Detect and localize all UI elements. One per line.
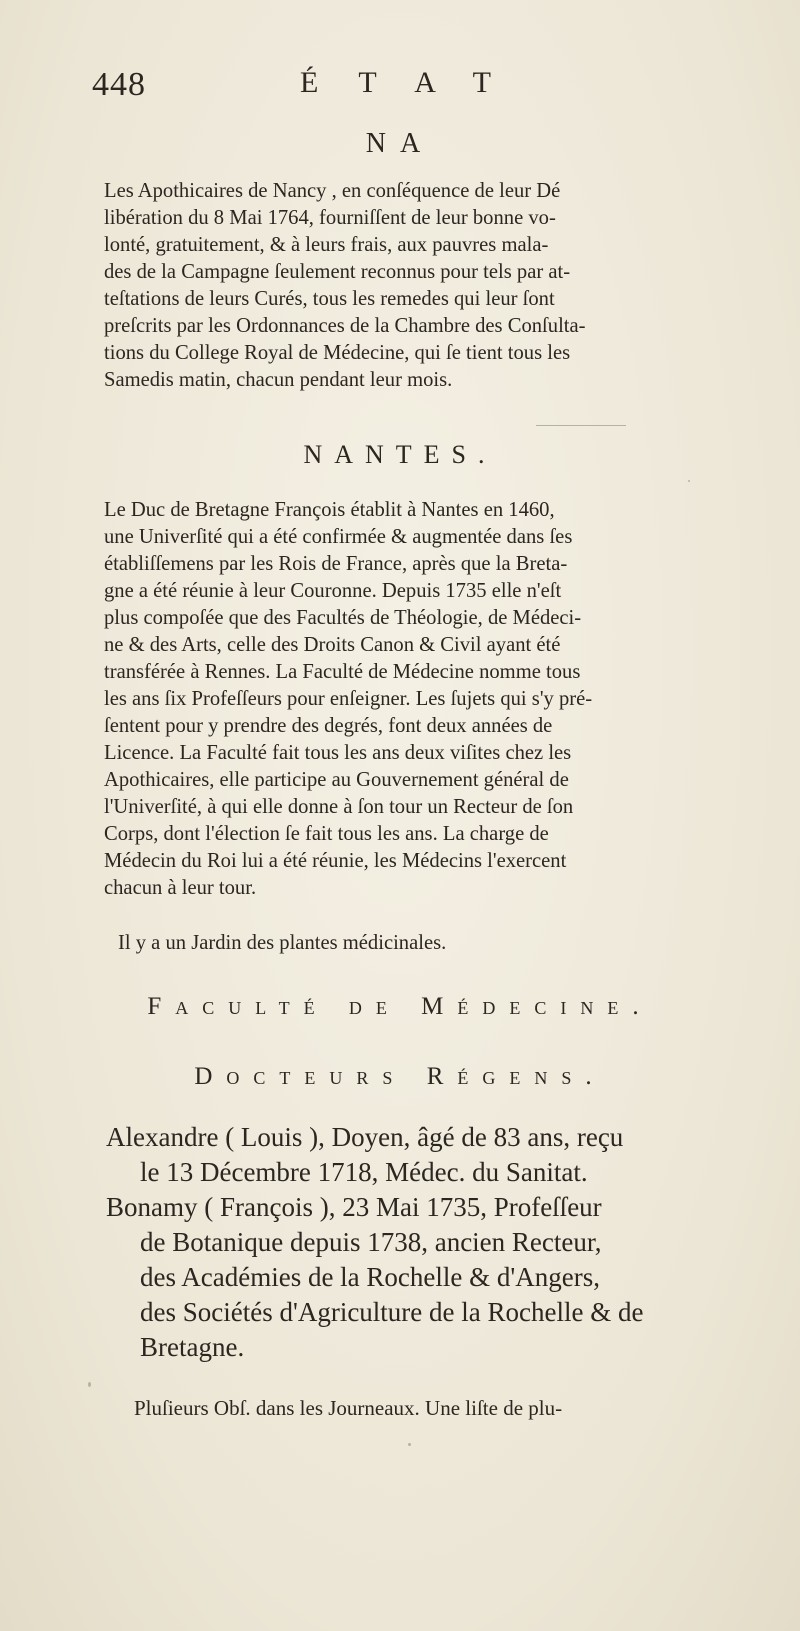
entry-line: de Botanique depuis 1738, ancien Recteur, bbox=[140, 1227, 602, 1257]
text-line: Médecin du Roi lui a été réunie, les Médecins l'exercent bbox=[104, 850, 567, 872]
page-number: 448 bbox=[92, 66, 146, 103]
page-header bbox=[0, 66, 800, 106]
text-line: preſcrits par les Ordonnances de la Chambre des Conſulta- bbox=[104, 315, 586, 337]
entry-alexandre bbox=[106, 1120, 766, 1190]
jardin-paragraph bbox=[118, 930, 778, 957]
text-line: Licence. La Faculté fait tous les ans deux viſites chez les bbox=[104, 742, 572, 764]
text-line: tions du College Royal de Médecine, qui ſe tient tous les bbox=[104, 342, 571, 364]
text-line: établiſſemens par les Rois de France, après que la Breta- bbox=[104, 553, 568, 575]
paper-speck bbox=[408, 1443, 411, 1446]
docteurs-heading: Docteurs Régens. bbox=[194, 1063, 606, 1090]
text-line: Apothicaires, elle participe au Gouvernement général de bbox=[104, 769, 569, 791]
text-line: une Univerſité qui a été confirmée & augmentée dans ſes bbox=[104, 526, 573, 548]
entry-line: Alexandre ( Louis ), Doyen, âgé de 83 ans, reçu bbox=[106, 1122, 624, 1152]
text-line: Il y a un Jardin des plantes médicinales. bbox=[118, 932, 447, 954]
text-line: Le Duc de Bretagne François établit à Nantes en 1460, bbox=[104, 499, 555, 521]
text-line: des de la Campagne ſeulement reconnus pour tels par at- bbox=[104, 261, 571, 283]
nantes-heading: NANTES. bbox=[303, 440, 497, 469]
text-line: teſtations de leurs Curés, tous les remedes qui leur ſont bbox=[104, 288, 555, 310]
section-subhead: NA bbox=[365, 128, 435, 159]
paper-speck bbox=[688, 480, 690, 482]
text-line: chacun à leur tour. bbox=[104, 877, 257, 899]
entry-line: des Académies de la Rochelle & d'Angers, bbox=[140, 1262, 600, 1292]
entry-bonamy bbox=[106, 1190, 766, 1365]
entry-line: Bretagne. bbox=[140, 1332, 245, 1362]
nantes-paragraph bbox=[104, 497, 764, 902]
nancy-paragraph bbox=[104, 178, 764, 394]
text-line: Samedis matin, chacun pendant leur mois. bbox=[104, 369, 453, 391]
text-line: plus compoſée que des Facultés de Théologie, de Médeci- bbox=[104, 607, 582, 629]
text-line: lonté, gratuitement, & à leurs frais, aux pauvres mala- bbox=[104, 234, 549, 256]
text-line: ne & des Arts, celle des Droits Canon & Civil ayant été bbox=[104, 634, 561, 656]
text-line: libération du 8 Mai 1764, fourniſſent de leur bonne vo- bbox=[104, 207, 556, 229]
entry-line: des Sociétés d'Agriculture de la Rochelle & de bbox=[140, 1297, 644, 1327]
running-title: ÉTAT bbox=[300, 66, 531, 99]
faculte-heading: Faculté de Médecine. bbox=[147, 993, 653, 1020]
text-line: l'Univerſité, à qui elle donne à ſon tour un Recteur de ſon bbox=[104, 796, 574, 818]
entry-line: le 13 Décembre 1718, Médec. du Sanitat. bbox=[140, 1157, 588, 1187]
text-line: transférée à Rennes. La Faculté de Médecine nomme tous bbox=[104, 661, 581, 683]
footer-note: Pluſieurs Obſ. dans les Journeaux. Une liſte de plu- bbox=[134, 1396, 563, 1420]
text-line: gne a été réunie à leur Couronne. Depuis 1735 elle n'eſt bbox=[104, 580, 562, 602]
paper-speck bbox=[88, 1382, 91, 1387]
text-line: Corps, dont l'élection ſe fait tous les ans. La charge de bbox=[104, 823, 549, 845]
text-line: ſentent pour y prendre des degrés, font deux années de bbox=[104, 715, 553, 737]
entry-line: Bonamy ( François ), 23 Mai 1735, Profeſſeur bbox=[106, 1192, 602, 1222]
text-line: Les Apothicaires de Nancy , en conſéquence de leur Dé bbox=[104, 180, 561, 202]
text-line: les ans ſix Profeſſeurs pour enſeigner. Les ſujets qui s'y pré- bbox=[104, 688, 593, 710]
divider-rule bbox=[536, 425, 626, 426]
